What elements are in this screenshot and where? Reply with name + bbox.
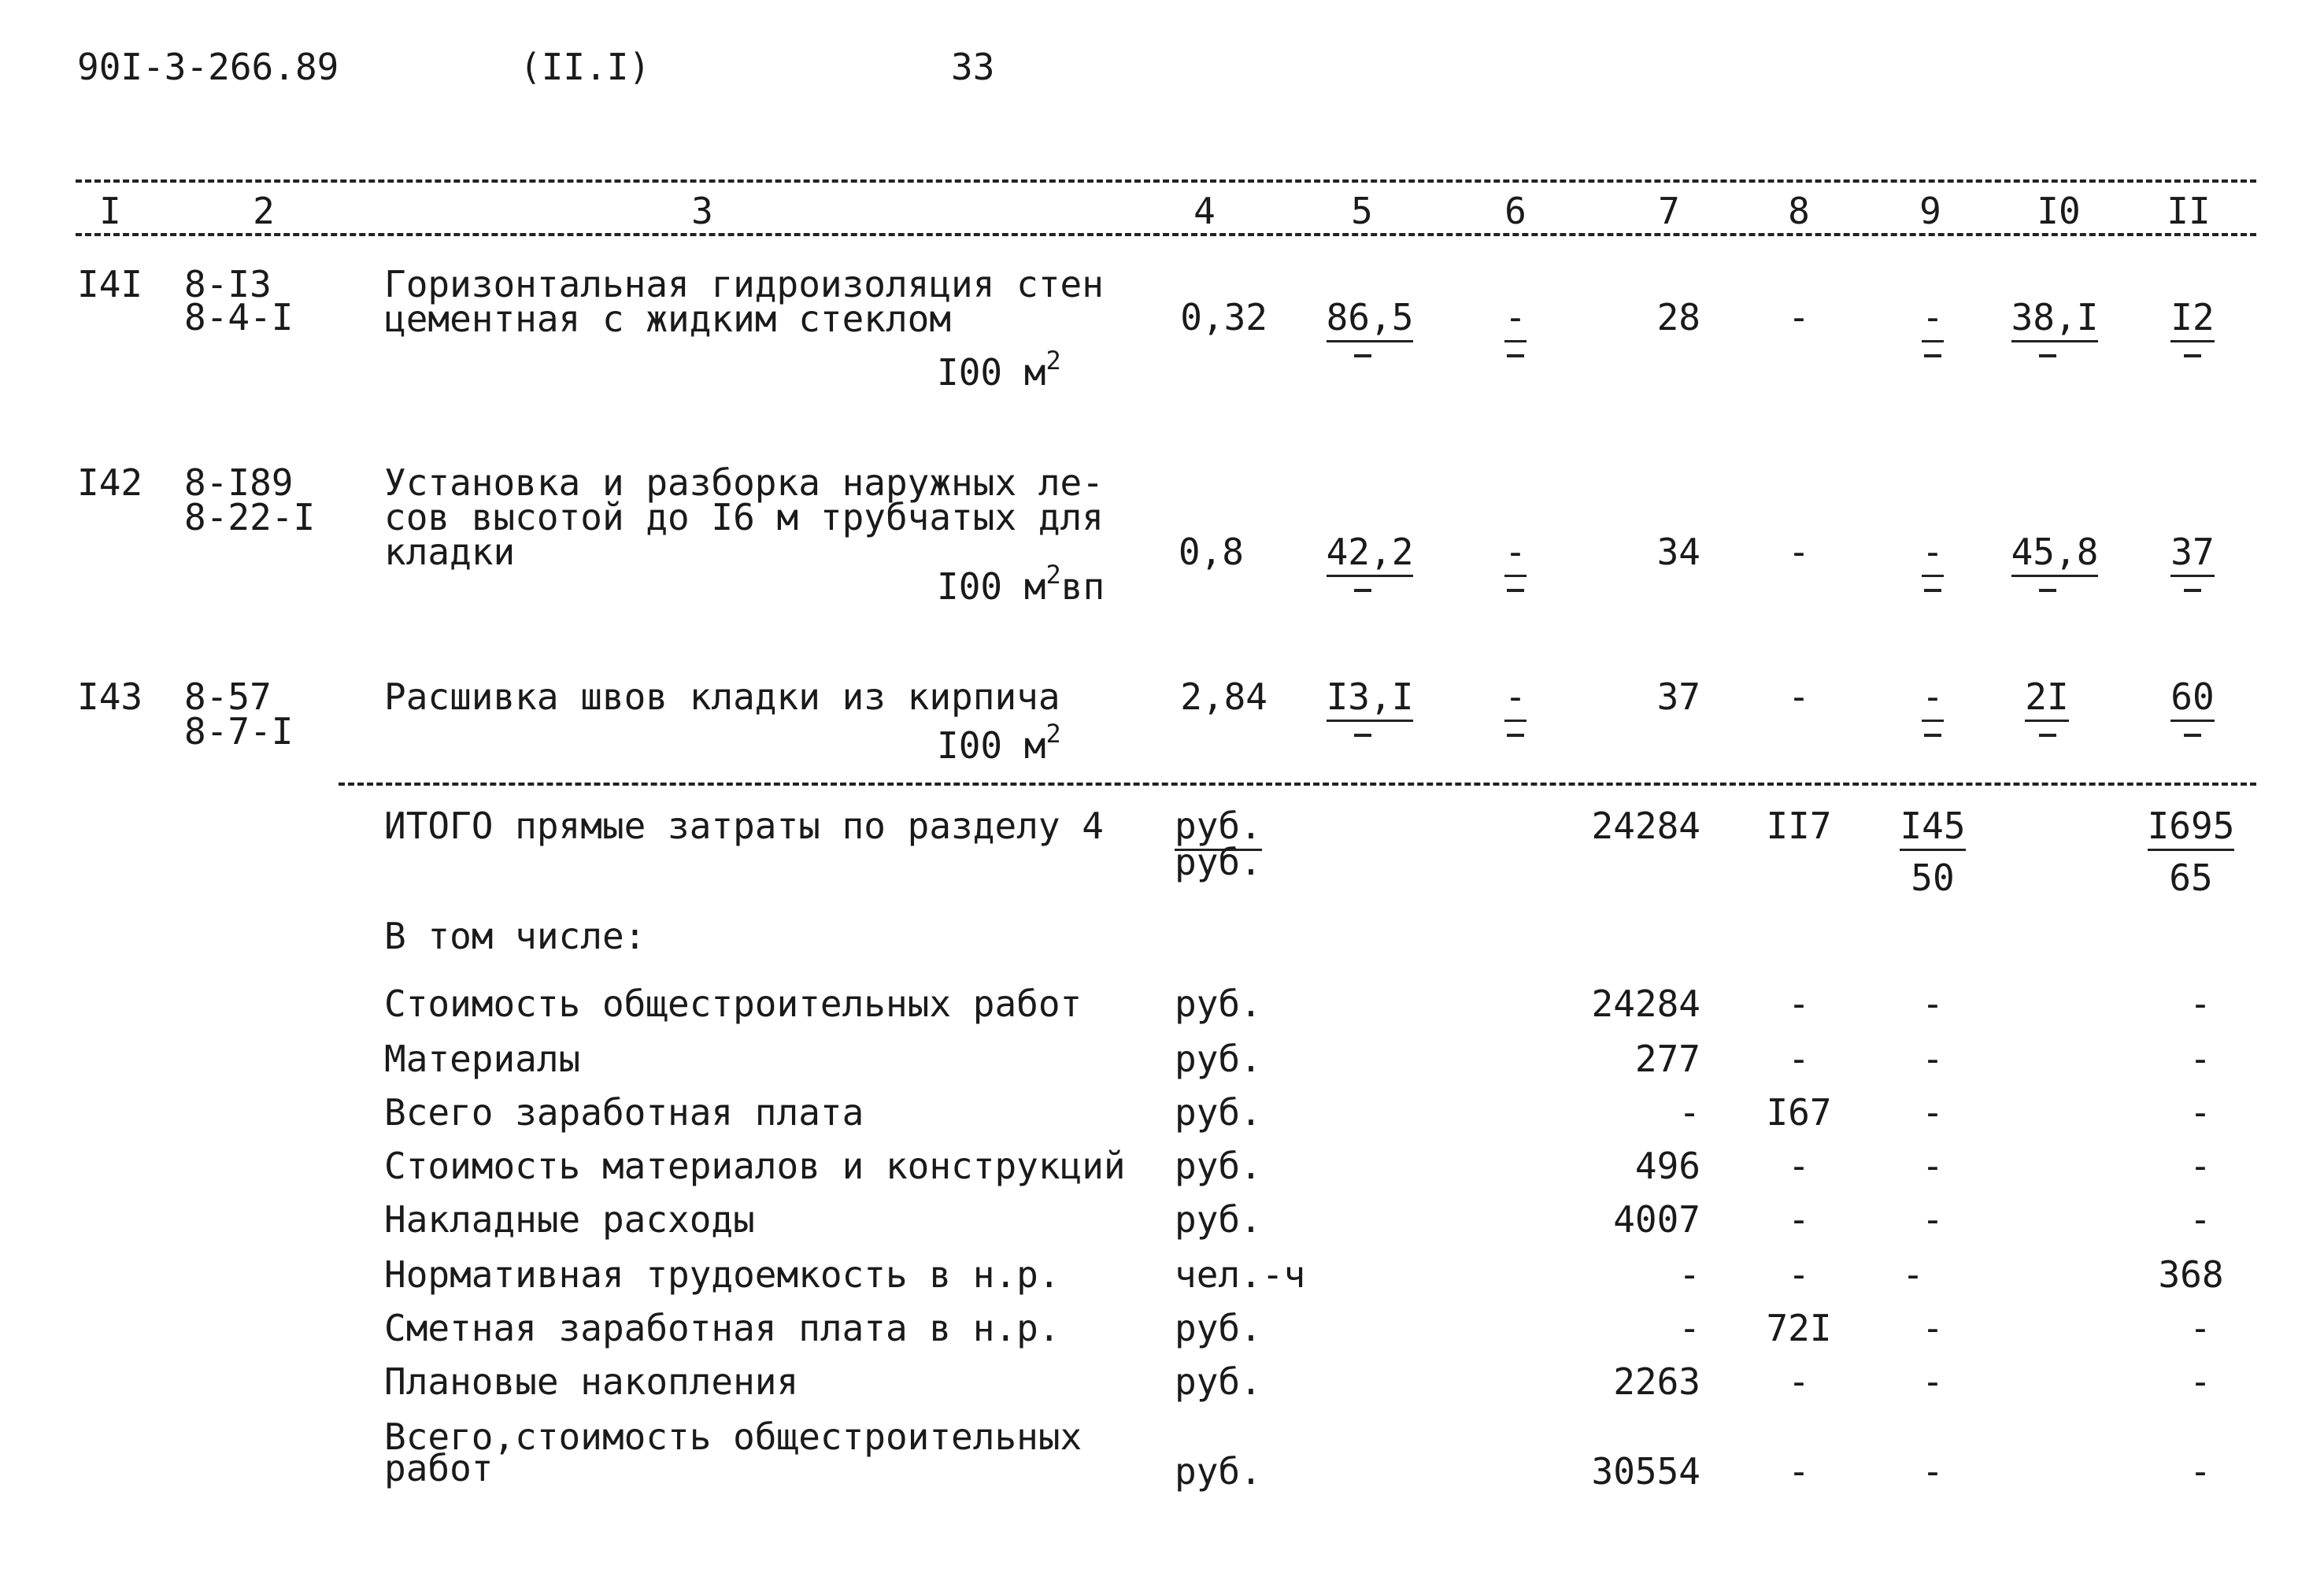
- page-number: 33: [951, 46, 995, 88]
- totals-separator: [339, 783, 2256, 786]
- breakdown-unit: руб.: [1175, 1198, 1262, 1241]
- breakdown-col7: 24284: [1591, 982, 1700, 1025]
- breakdown-col7: -: [1678, 1307, 1700, 1349]
- row-col7: 28: [1656, 296, 1700, 339]
- row-col9-sub: [1924, 589, 1941, 592]
- grand-total-col11: -: [2189, 1450, 2211, 1493]
- total-unit-top: руб.: [1175, 808, 1262, 844]
- col-header-1: I: [99, 190, 121, 232]
- breakdown-col11: -: [2189, 1198, 2211, 1241]
- breakdown-col11: -: [2189, 1360, 2211, 1403]
- row-description-line: кладки: [384, 531, 516, 573]
- row-col10-sub: [2039, 589, 2056, 592]
- row-col5-sub: [1354, 354, 1371, 357]
- breakdown-col7: 496: [1634, 1145, 1700, 1187]
- header-top-rule: [76, 179, 2256, 183]
- breakdown-label: Материалы: [384, 1038, 581, 1080]
- breakdown-col8: I67: [1766, 1091, 1832, 1134]
- breakdown-col9: -: [1922, 1145, 1944, 1187]
- row-col6-sub: [1507, 589, 1524, 592]
- row-col9: -: [1897, 679, 1968, 715]
- row-col10-sub: [2039, 734, 2056, 737]
- row-col6: -: [1480, 534, 1551, 570]
- breakdown-unit: руб.: [1175, 1360, 1262, 1403]
- row-description-line: Установка и разборка наружных ле-: [384, 461, 1104, 504]
- row-col5: 42,2: [1319, 534, 1421, 570]
- breakdown-col7: 4007: [1613, 1198, 1700, 1241]
- row-col11: 60: [2157, 679, 2228, 715]
- breakdown-label: Стоимость материалов и конструкций: [384, 1145, 1126, 1187]
- document-code: 90I-3-266.89: [77, 46, 339, 88]
- row-unit: I00 $м^2вп$: [937, 560, 1105, 608]
- row-col5-sub: [1354, 734, 1371, 737]
- breakdown-col9: -: [1902, 1253, 1924, 1296]
- row-col8: -: [1788, 531, 1810, 573]
- row-code-secondary: 8-7-I: [184, 710, 294, 753]
- row-code-primary: 8-I89: [184, 461, 294, 504]
- row-number: I4I: [77, 263, 143, 305]
- grand-total-label-line1: Всего,стоимость общестроительных: [384, 1415, 1082, 1458]
- col-header-3: 3: [691, 190, 713, 232]
- row-col11: 37: [2157, 534, 2228, 570]
- row-col9-sub: [1924, 354, 1941, 357]
- total-col9-bottom: 50: [1911, 857, 1955, 899]
- row-col7: 37: [1656, 675, 1700, 718]
- breakdown-col9: -: [1922, 1360, 1944, 1403]
- breakdown-col11: -: [2189, 1091, 2211, 1134]
- row-number: I43: [77, 675, 143, 718]
- breakdown-label: Накладные расходы: [384, 1198, 755, 1241]
- breakdown-col9: -: [1922, 1198, 1944, 1241]
- row-col10: 38,I: [2004, 299, 2106, 335]
- row-col9-sub: [1924, 734, 1941, 737]
- breakdown-col9: -: [1922, 1091, 1944, 1134]
- breakdown-col11: -: [2189, 1145, 2211, 1187]
- row-description-line: Горизонтальная гидроизоляция стен: [384, 263, 1104, 305]
- breakdown-unit: руб.: [1175, 1091, 1262, 1134]
- total-col9-top: I45: [1889, 808, 1976, 844]
- header-bottom-rule: [76, 233, 2256, 236]
- breakdown-col9: -: [1922, 1038, 1944, 1080]
- breakdown-col8: -: [1788, 1038, 1810, 1080]
- row-code-primary: 8-I3: [184, 263, 272, 305]
- breakdown-unit: чел.-ч: [1175, 1253, 1306, 1296]
- breakdown-col7: 277: [1634, 1038, 1700, 1080]
- row-description-line: цементная с жидким стеклом: [384, 298, 952, 340]
- breakdown-col11: -: [2189, 1038, 2211, 1080]
- row-col11: I2: [2157, 299, 2228, 335]
- row-col6: -: [1480, 299, 1551, 335]
- breakdown-col9: -: [1922, 982, 1944, 1025]
- breakdown-col8: 72I: [1766, 1307, 1832, 1349]
- grand-total-col8: -: [1788, 1450, 1810, 1493]
- total-col11-top: I695: [2140, 808, 2242, 844]
- grand-total-col9: -: [1922, 1450, 1944, 1493]
- breakdown-col11: -: [2189, 1307, 2211, 1349]
- row-col9: -: [1897, 534, 1968, 570]
- row-code-secondary: 8-4-I: [184, 296, 294, 339]
- breakdown-unit: руб.: [1175, 1307, 1262, 1349]
- row-col5: 86,5: [1319, 299, 1421, 335]
- row-col11-sub: [2184, 734, 2201, 737]
- col-header-4: 4: [1193, 190, 1216, 232]
- breakdown-col8: -: [1788, 1253, 1810, 1296]
- row-col8: -: [1788, 675, 1810, 718]
- row-description-line: Расшивка швов кладки из кирпича: [384, 675, 1060, 718]
- col-header-7: 7: [1658, 190, 1680, 232]
- breakdown-col11: 368: [2158, 1253, 2224, 1296]
- row-col11-sub: [2184, 589, 2201, 592]
- row-col5: I3,I: [1319, 679, 1421, 715]
- col-header-8: 8: [1788, 190, 1810, 232]
- breakdown-col8: -: [1788, 1145, 1810, 1187]
- breakdown-label: Сметная заработная плата в н.р.: [384, 1307, 1060, 1349]
- total-col11-bottom: 65: [2169, 857, 2213, 899]
- row-col10: 45,8: [2004, 534, 2106, 570]
- grand-total-unit: руб.: [1175, 1450, 1262, 1493]
- row-col10: 2I: [2004, 679, 2090, 715]
- breakdown-unit: руб.: [1175, 1038, 1262, 1080]
- row-col6: -: [1480, 679, 1551, 715]
- row-qty: 0,32: [1180, 296, 1267, 339]
- breakdown-col8: -: [1788, 1360, 1810, 1403]
- row-description-line: сов высотой до I6 м трубчатых для: [384, 496, 1104, 538]
- including-label: В том числе:: [384, 915, 646, 957]
- row-col6-sub: [1507, 734, 1524, 737]
- row-number: I42: [77, 461, 143, 504]
- row-unit: I00 $м^2$: [937, 346, 1061, 394]
- breakdown-col7: 2263: [1613, 1360, 1700, 1403]
- breakdown-col8: -: [1788, 982, 1810, 1025]
- section-number: (II.I): [520, 46, 651, 88]
- total-col7: 24284: [1591, 805, 1700, 847]
- breakdown-col7: -: [1678, 1091, 1700, 1134]
- total-unit-bottom: руб.: [1175, 841, 1262, 883]
- breakdown-label: Нормативная трудоемкость в н.р.: [384, 1253, 1060, 1296]
- breakdown-col8: -: [1788, 1198, 1810, 1241]
- row-col8: -: [1788, 296, 1810, 339]
- breakdown-label: Стоимость общестроительных работ: [384, 982, 1082, 1025]
- total-label: ИТОГО прямые затраты по разделу 4: [384, 805, 1104, 847]
- row-qty: 2,84: [1180, 675, 1267, 718]
- breakdown-label: Всего заработная плата: [384, 1091, 864, 1134]
- row-code-secondary: 8-22-I: [184, 496, 316, 538]
- row-col7: 34: [1656, 531, 1700, 573]
- row-col9: -: [1897, 299, 1968, 335]
- total-col8: II7: [1766, 805, 1832, 847]
- grand-total-col7: 30554: [1591, 1450, 1700, 1493]
- breakdown-label: Плановые накопления: [384, 1360, 799, 1403]
- row-col11-sub: [2184, 354, 2201, 357]
- col-header-6: 6: [1504, 190, 1527, 232]
- col-header-5: 5: [1351, 190, 1373, 232]
- row-col10-sub: [2039, 354, 2056, 357]
- grand-total-label-line2: работ: [384, 1447, 494, 1489]
- breakdown-col7: -: [1678, 1253, 1700, 1296]
- col-header-2: 2: [253, 190, 275, 232]
- col-header-10: I0: [2037, 190, 2081, 232]
- col-header-9: 9: [1919, 190, 1941, 232]
- row-qty: 0,8: [1178, 531, 1244, 573]
- col-header-11: II: [2167, 190, 2211, 232]
- breakdown-col9: -: [1922, 1307, 1944, 1349]
- row-code-primary: 8-57: [184, 675, 272, 718]
- breakdown-col11: -: [2189, 982, 2211, 1025]
- breakdown-unit: руб.: [1175, 1145, 1262, 1187]
- row-col6-sub: [1507, 354, 1524, 357]
- row-unit: I00 $м^2$: [937, 719, 1061, 767]
- row-col5-sub: [1354, 589, 1371, 592]
- breakdown-unit: руб.: [1175, 982, 1262, 1025]
